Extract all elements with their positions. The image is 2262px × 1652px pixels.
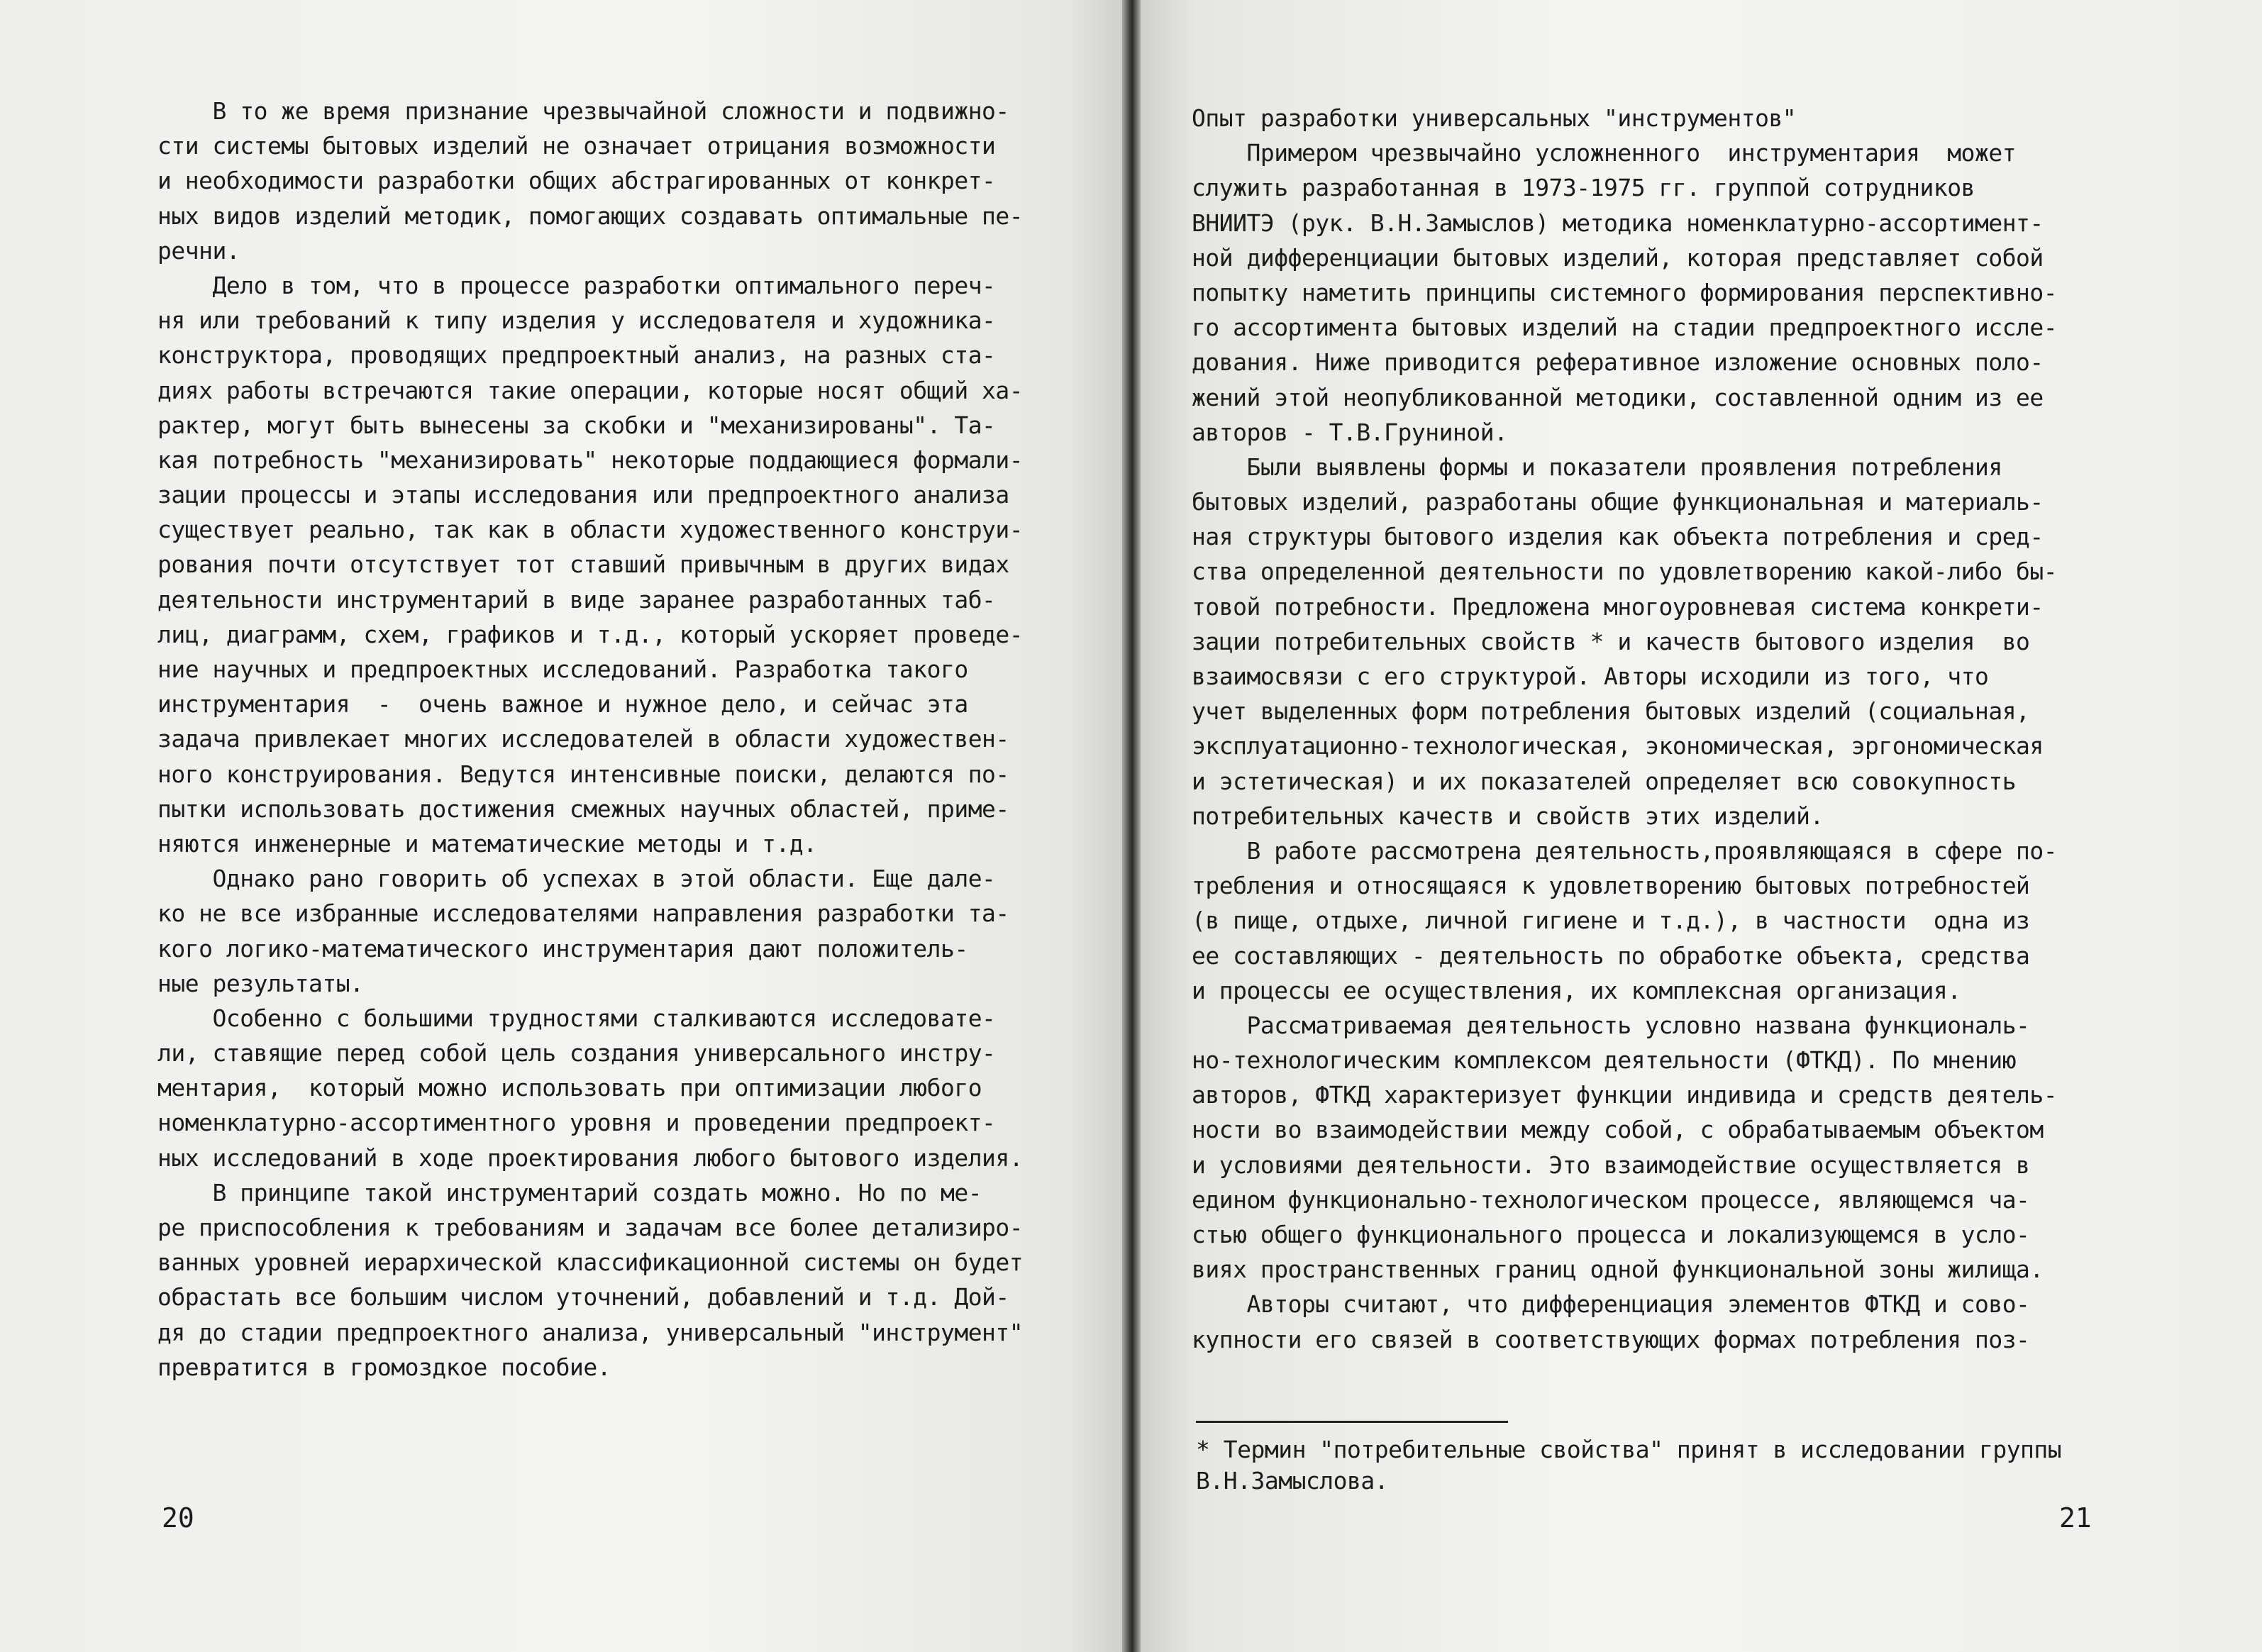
text-line: ная структуры бытового изделия как объекта потребления и сред-: [1192, 523, 2044, 551]
text-line: В принципе такой инструментарий создать можно. Но по ме-: [157, 1178, 982, 1207]
text-line: (в пище, отдыхе, личной гигиене и т.д.), в частности одна из: [1192, 907, 2030, 935]
footnote-rule: [1196, 1421, 1508, 1423]
text-line: обрастать все большим числом уточнений, добавлений и т.д. Дой-: [157, 1283, 1009, 1312]
text-line: сти системы бытовых изделий не означает отрицания возможности: [157, 132, 996, 160]
text-line: ных видов изделий методик, помогающих создавать оптимальные пе-: [157, 201, 1024, 230]
text-line: Особенно с большими трудностями сталкиваются исследовате-: [157, 1004, 996, 1032]
text-line: зации процессы и этапы исследования или предпроектного анализа: [157, 481, 1009, 509]
text-line: взаимосвязи с его структурой. Авторы исходили из того, что: [1192, 663, 1989, 690]
text-line: бытовых изделий, разработаны общие функциональная и материаль-: [1192, 488, 2044, 516]
text-line: ные результаты.: [157, 969, 364, 997]
text-line: диях работы встречаются такие операции, которые носят общий ха-: [157, 376, 1024, 404]
right-page: [1141, 0, 2262, 1652]
text-line: Дело в том, что в процессе разработки оптимального переч-: [157, 271, 996, 299]
text-line: Рассматриваемая деятельность условно названа функциональ-: [1192, 1011, 2030, 1039]
text-line: потребительных качеств и свойств этих изделий.: [1192, 802, 1824, 830]
text-line: задача привлекает многих исследователей в области художествен-: [157, 725, 1009, 753]
text-line: кого логико-математического инструментария дают положитель-: [157, 934, 968, 963]
text-line: и процессы ее осуществления, их комплексная организация.: [1192, 976, 1961, 1004]
text-line: попытку наметить принципы системного формирования перспективно-: [1192, 278, 2058, 306]
text-line: авторов - Т.В.Груниной.: [1192, 418, 1508, 446]
text-line: рактер, могут быть вынесены за скобки и "механизированы". Та-: [157, 411, 996, 439]
right-page-body: [1192, 101, 2213, 1357]
text-line: номенклатурно-ассортиментного уровня и проведении предпроект-: [157, 1109, 996, 1137]
text-line: лиц, диаграмм, схем, графиков и т.д., который ускоряет проведе-: [157, 620, 1024, 648]
text-line: едином функционально-технологическом процессе, являющемся ча-: [1192, 1185, 2030, 1214]
text-line: требления и относящаяся к удовлетворению бытовых потребностей: [1192, 872, 2030, 900]
text-line: дования. Ниже приводится реферативное изложение основных поло-: [1192, 348, 2044, 377]
text-line: и необходимости разработки общих абстрагированных от конкрет-: [157, 167, 996, 195]
text-line: конструктора, проводящих предпроектный анализ, на разных ста-: [157, 341, 996, 370]
text-line: го ассортимента бытовых изделий на стадии предпроектного иссле-: [1192, 314, 2058, 342]
text-line: и эстетическая) и их показателей определяет всю совокупность: [1192, 767, 2017, 795]
text-line: ного конструирования. Ведутся интенсивные поиски, делаются по-: [157, 760, 1009, 788]
text-line: ванных уровней иерархической классификационной системы он будет: [157, 1248, 1024, 1277]
text-line: дя до стадии предпроектного анализа, универсальный "инструмент": [157, 1318, 1024, 1346]
text-line: ре приспособления к требованиям и задачам все более детализиро-: [157, 1214, 1024, 1241]
text-line: жений этой неопубликованной методики, составленной одним из ее: [1192, 383, 2044, 411]
right-page-number: 21: [2059, 1502, 2092, 1534]
text-line: служить разработанная в 1973-1975 гг. группой сотрудников: [1192, 174, 1975, 202]
text-line: существует реально, так как в области художественного конструи-: [157, 516, 1024, 544]
text-line: зации потребительных свойств * и качеств бытового изделия во: [1192, 627, 2030, 655]
text-line: ных исследований в ходе проектирования любого бытового изделия.: [157, 1143, 1024, 1172]
text-line: Примером чрезвычайно усложненного инструментария может: [1192, 139, 2017, 167]
footnote: [1196, 1434, 2061, 1497]
text-line: и условиями деятельности. Это взаимодействие осуществляется в: [1192, 1151, 2030, 1179]
text-line: ко не все избранные исследователями направления разработки та-: [157, 899, 1009, 928]
text-line: рования почти отсутствует тот ставший привычным в других видах: [157, 550, 1009, 579]
text-line: ее составляющих - деятельность по обработке объекта, средства: [1192, 941, 2030, 970]
text-line: учет выделенных форм потребления бытовых изделий (социальная,: [1192, 697, 2030, 726]
text-line: В работе рассмотрена деятельность,проявляющаяся в сфере по-: [1192, 836, 2058, 865]
text-line: В то же время признание чрезвычайной сложности и подвижно-: [157, 97, 1009, 125]
text-line: ВНИИТЭ (рук. В.Н.Замыслов) методика номенклатурно-ассортимент-: [1192, 209, 2044, 237]
text-line: превратится в громоздкое пособие.: [157, 1353, 611, 1381]
book-gutter: [1122, 0, 1141, 1652]
left-page-number: 20: [162, 1502, 194, 1534]
text-line: ли, ставящие перед собой цель создания универсального инстру-: [157, 1039, 996, 1068]
text-line: но-технологическим комплексом деятельности (ФТКД). По мнению: [1192, 1046, 2017, 1075]
text-line: ства определенной деятельности по удовлетворению какой-либо бы-: [1192, 558, 2058, 586]
text-line: Были выявлены формы и показатели проявления потребления: [1192, 453, 2002, 481]
text-line: ной дифференциации бытовых изделий, которая представляет собой: [1192, 243, 2044, 272]
text-line: виях пространственных границ одной функциональной зоны жилища.: [1192, 1255, 2044, 1284]
text-line: инструментария - очень важное и нужное дело, и сейчас эта: [157, 690, 968, 719]
text-line: ности во взаимодействии между собой, с обрабатываемым объектом: [1192, 1116, 2044, 1144]
left-page-body: [157, 94, 1094, 1385]
text-line: пытки использовать достижения смежных научных областей, приме-: [157, 794, 1009, 823]
text-line: стью общего функционального процесса и локализующемся в усло-: [1192, 1221, 2030, 1248]
left-page: [0, 0, 1122, 1652]
text-line: ня или требований к типу изделия у исследователя и художника-: [157, 306, 996, 335]
text-line: авторов, ФТКД характеризует функции индивида и средств деятель-: [1192, 1081, 2058, 1109]
text-line: няются инженерные и математические методы и т.д.: [157, 829, 817, 858]
text-line: Однако рано говорить об успехах в этой области. Еще дале-: [157, 865, 996, 893]
text-line: кая потребность "механизировать" некоторые поддающиеся формали-: [157, 445, 1024, 474]
text-line: купности его связей в соответствующих формах потребления поз-: [1192, 1325, 2030, 1353]
text-line: речни.: [157, 236, 240, 265]
text-line: деятельности инструментарий в виде заранее разработанных таб-: [157, 585, 996, 614]
text-line: товой потребности. Предложена многоуровневая система конкрети-: [1192, 592, 2044, 621]
footnote-line: * Термин "потребительные свойства" принят в исследовании группы: [1196, 1436, 2062, 1463]
text-line: ние научных и предпроектных исследований. Разработка такого: [157, 655, 968, 683]
footnote-line: В.Н.Замыслова.: [1196, 1467, 1389, 1495]
text-line: Опыт разработки универсальных "инструментов": [1192, 104, 1797, 132]
text-line: ментария, который можно использовать при оптимизации любого: [157, 1074, 982, 1102]
text-line: Авторы считают, что дифференциация элементов ФТКД и сово-: [1192, 1290, 2030, 1319]
text-line: эксплуатационно-технологическая, экономическая, эргономическая: [1192, 732, 2044, 760]
